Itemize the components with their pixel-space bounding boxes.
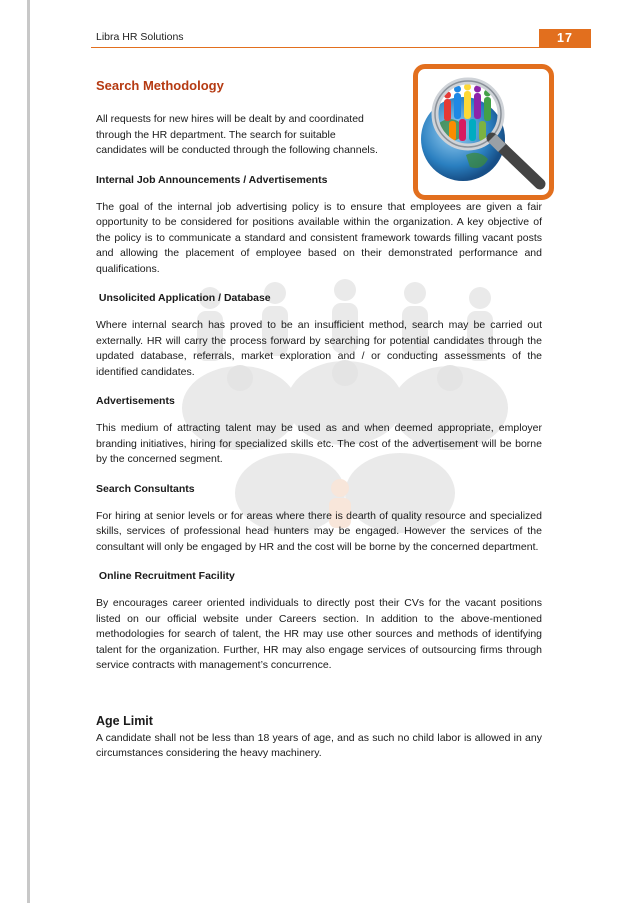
page-left-rule [27,0,30,903]
page-number-badge: 17 [539,29,591,47]
section-body: For hiring at senior levels or for areas where there is dearth of quality resource and specialized skills, services of professional head hunters may be engaged. However the services of the consultant will only be engaged by HR and the cost will be borne by the concerned department. [96,509,542,553]
section-heading: Search Consultants [96,482,195,495]
section-body: Where internal search has proved to be an insufficient method, search may be carried out externally. HR will carry the process forward by searching for potential candidates through the updated database, referrals, market exploration and / or conducting assessments of the identified candidates. [96,319,542,378]
section-heading: Advertisements [96,395,175,407]
intro-paragraph: All requests for new hires will be dealt by and coordinated through the HR department. The search for suitable candidates will be conducted through the following channels. [96,113,378,156]
header-company-name: Libra HR Solutions [96,31,184,43]
section-heading: Unsolicited Application / Database [96,292,271,304]
section-body: This medium of attracting talent may be used as and when deemed appropriate, employer branding initiatives, hiring for specialized skills etc. The cost of the advertisement will be borne by the concerned segment. [96,422,542,465]
section-heading: Online Recruitment Facility [96,570,235,582]
header-divider [91,47,591,48]
section-body: The goal of the internal job advertising policy is to ensure that employees are given a fair opportunity to be considered for positions available within the organization. A key objective of the policy is to communicate a standard and consistent framework towards filling vacant posts and allowing the placement of employee based on their demonstrated performance and qualifications. [96,200,542,275]
age-limit-body: A candidate shall not be less than 18 years of age, and as such no child labor is allowed in any circumstances considering the heavy machinery. [96,731,542,759]
age-limit-heading: Age Limit [96,713,153,728]
main-content [96,78,542,777]
section-title: Search Methodology [96,78,224,93]
section-body: By encourages career oriented individuals to directly post their CVs for the vacant positions listed on our official website under Careers section. In addition to the above-mentioned methodologies for search of talent, the HR may use other sources and methods of identifying talent for the organization. Further, HR may also engage services of outsourcing firms through service contracts with management’s concurrence. [96,597,542,671]
section-heading: Internal Job Announcements / Advertisements [96,173,328,186]
